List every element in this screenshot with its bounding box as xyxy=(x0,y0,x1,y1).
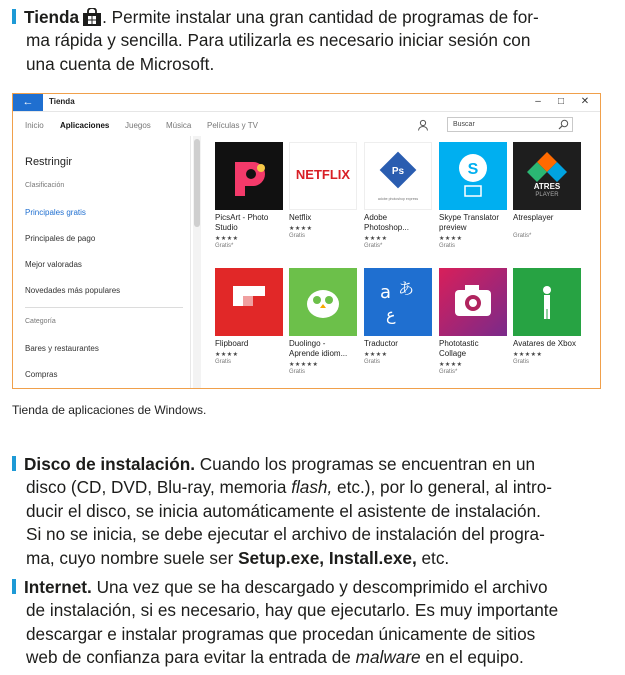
app-tile-netflix[interactable] xyxy=(289,142,357,210)
app-rating: ★★★★ xyxy=(289,226,313,232)
atresplayer-icon xyxy=(513,142,581,210)
app-price: Gratis* xyxy=(364,243,383,249)
app-name-line: Studio xyxy=(215,223,238,232)
figure-caption: Tienda de aplicaciones de Windows. xyxy=(12,403,207,417)
app-tile-traductor[interactable] xyxy=(364,268,432,336)
nav-musica[interactable]: Música xyxy=(166,121,192,130)
back-arrow-icon: ← xyxy=(22,96,34,108)
intro-line-2: ma rápida y sencilla. Para utilizarla es necesario iniciar sesión con xyxy=(26,30,531,51)
disco-line-4: Si no se inicia, se debe ejecutar el archivo de instalación del progra- xyxy=(26,524,545,545)
photoshop-subtitle: adobe photoshop express xyxy=(377,197,419,201)
nav-juegos[interactable]: Juegos xyxy=(125,121,151,130)
svg-text:a: a xyxy=(380,282,392,303)
app-name-picsart xyxy=(215,213,287,233)
app-rating: ★★★★ xyxy=(364,236,388,242)
close-button[interactable]: ✕ xyxy=(580,96,590,107)
disco-line-5 xyxy=(12,547,602,570)
internet-paragraph xyxy=(12,576,602,670)
app-name-flipboard: Flipboard xyxy=(215,339,249,348)
intro-line-1 xyxy=(12,6,602,29)
user-icon[interactable] xyxy=(417,119,429,131)
internet-line-4b: en el equipo. xyxy=(420,647,524,668)
app-price: Gratis* xyxy=(439,369,458,375)
app-tile-atresplayer[interactable] xyxy=(513,142,581,210)
disco-line-5a: ma, cuyo nombre suele ser xyxy=(26,547,239,568)
internet-line-1-text: Una vez que se ha descargado y descomprimido el archivo xyxy=(91,577,548,597)
app-price: Gratis xyxy=(289,369,306,375)
app-tile-flipboard[interactable] xyxy=(215,268,283,336)
disco-line-5c: etc. xyxy=(416,547,450,568)
app-name-line: Skype Translator xyxy=(439,213,500,222)
app-name-traductor: Traductor xyxy=(364,339,398,348)
search-placeholder: Buscar xyxy=(453,121,475,128)
disco-line-5-bold: Setup.exe, Install.exe, xyxy=(238,547,417,568)
sidebar-divider xyxy=(25,307,183,308)
app-rating: ★★★★ xyxy=(439,236,463,242)
app-name-line: PicsArt - Photo xyxy=(215,213,269,222)
nav-peliculas[interactable]: Películas y TV xyxy=(207,121,258,130)
app-tile-duolingo[interactable] xyxy=(289,268,357,336)
player-text: PLAYER xyxy=(535,192,559,198)
app-name-line: Collage xyxy=(439,349,467,358)
intro-line-3: una cuenta de Microsoft. xyxy=(26,53,215,74)
nav-aplicaciones[interactable]: Aplicaciones xyxy=(60,121,110,130)
internet-title: Internet. xyxy=(24,577,92,597)
intro-paragraph xyxy=(12,6,602,76)
app-name-line: preview xyxy=(439,223,467,232)
app-tile-photoshop[interactable] xyxy=(364,142,432,210)
app-price: Gratis xyxy=(513,359,530,365)
filter-principales-pago[interactable]: Principales de pago xyxy=(25,234,96,243)
app-price: Gratis xyxy=(289,233,306,239)
bullet-marker xyxy=(12,9,16,24)
search-icon[interactable] xyxy=(558,119,569,130)
app-rating: ★★★★★ xyxy=(289,362,319,368)
filter-novedades[interactable]: Novedades más populares xyxy=(25,286,121,295)
disco-line-1-text: Cuando los programas se encuentran en un xyxy=(194,454,536,474)
bullet-marker xyxy=(12,456,16,471)
internet-line-1 xyxy=(12,576,602,599)
disco-line-2a: disco (CD, DVD, Blu-ray, memoria xyxy=(26,477,292,498)
app-price: Gratis xyxy=(364,359,381,365)
app-name-netflix: Netflix xyxy=(289,213,312,222)
internet-line-3: descargar e instalar programas que procedan únicamente de sitios xyxy=(26,623,536,644)
category-compras[interactable]: Compras xyxy=(25,370,58,379)
window-title: Tienda xyxy=(49,97,75,106)
app-name-line: Duolingo - xyxy=(289,339,326,348)
app-name-line: Photoshop... xyxy=(364,223,409,232)
filter-mejor-valoradas[interactable]: Mejor valoradas xyxy=(25,260,82,269)
disco-title: Disco de instalación. xyxy=(24,454,195,474)
app-price: Gratis* xyxy=(513,233,532,239)
flipboard-icon xyxy=(215,268,283,336)
back-button[interactable] xyxy=(13,94,43,111)
skype-icon xyxy=(439,142,507,210)
app-tile-xbox-avatars[interactable] xyxy=(513,268,581,336)
section-clasificacion: Clasificación xyxy=(25,182,65,189)
translator-icon xyxy=(364,268,432,336)
internet-line-4 xyxy=(12,646,602,669)
app-rating: ★★★★ xyxy=(439,362,463,368)
app-price: Gratis* xyxy=(215,243,234,249)
app-tile-phototastic[interactable] xyxy=(439,268,507,336)
app-name-atresplayer: Atresplayer xyxy=(513,213,554,222)
picsart-icon xyxy=(215,142,283,210)
disco-line-2-italic: flash, xyxy=(291,477,333,498)
svg-text:あ: あ xyxy=(398,279,415,298)
app-name-duolingo xyxy=(289,339,361,359)
internet-line-4-italic: malware xyxy=(355,647,421,668)
app-name-skype xyxy=(439,213,511,233)
store-nav xyxy=(13,113,600,135)
svg-text:S: S xyxy=(467,161,479,178)
netflix-logo: NETFLIX xyxy=(295,167,351,182)
scrollbar-thumb[interactable] xyxy=(194,139,200,227)
app-rating: ★★★★ xyxy=(215,352,239,358)
app-rating: ★★★★ xyxy=(364,352,388,358)
category-bares[interactable]: Bares y restaurantes xyxy=(25,344,99,353)
internet-line-2: de instalación, si es necesario, hay que ejecutarlo. Es muy importante xyxy=(26,600,559,621)
app-price: Gratis xyxy=(215,359,232,365)
store-screenshot xyxy=(12,93,601,389)
disco-line-1 xyxy=(12,453,602,476)
camera-icon xyxy=(439,268,507,336)
disco-line-2b: etc.), por lo general, al intro- xyxy=(332,477,553,498)
atres-text: ATRES xyxy=(533,182,561,191)
app-name-photoshop xyxy=(364,213,436,233)
nav-inicio[interactable]: Inicio xyxy=(25,121,44,130)
app-name-phototastic xyxy=(439,339,511,359)
svg-text:ع: ع xyxy=(386,305,396,324)
disco-line-3: ducir el disco, se inicia automáticamente el asistente de instalación. xyxy=(26,500,541,521)
duolingo-owl-icon xyxy=(289,268,357,336)
app-name-line: Adobe xyxy=(364,213,388,222)
filter-heading: Restringir xyxy=(25,156,73,168)
app-rating: ★★★★★ xyxy=(513,352,543,358)
filter-principales-gratis[interactable]: Principales gratis xyxy=(25,208,86,217)
app-rating: ★★★★ xyxy=(215,236,239,242)
section-categoria: Categoría xyxy=(25,318,56,325)
intro-title: Tienda xyxy=(24,7,80,27)
disco-paragraph xyxy=(12,453,602,570)
maximize-button[interactable]: □ xyxy=(557,96,565,107)
intro-line-1-text: . Permite instalar una gran cantidad de programas de for- xyxy=(102,7,539,27)
app-name-line: Aprende idiom... xyxy=(289,349,348,358)
app-price: Gratis xyxy=(439,243,456,249)
app-tile-skype[interactable] xyxy=(439,142,507,210)
minimize-button[interactable]: – xyxy=(535,96,541,107)
search-input[interactable] xyxy=(447,117,573,132)
app-name-line: Phototastic xyxy=(439,339,479,348)
disco-line-2 xyxy=(12,476,602,499)
app-name-xbox-avatars: Avatares de Xbox xyxy=(513,339,577,348)
filter-sidebar xyxy=(13,136,191,389)
avatar-figure-icon xyxy=(513,268,581,336)
window-titlebar xyxy=(13,94,600,112)
store-bag-icon xyxy=(82,8,102,26)
internet-line-4a: web de confianza para evitar la entrada de xyxy=(26,647,356,668)
svg-text:Ps: Ps xyxy=(391,166,405,177)
app-tile-picsart[interactable] xyxy=(215,142,283,210)
bullet-marker xyxy=(12,579,16,594)
